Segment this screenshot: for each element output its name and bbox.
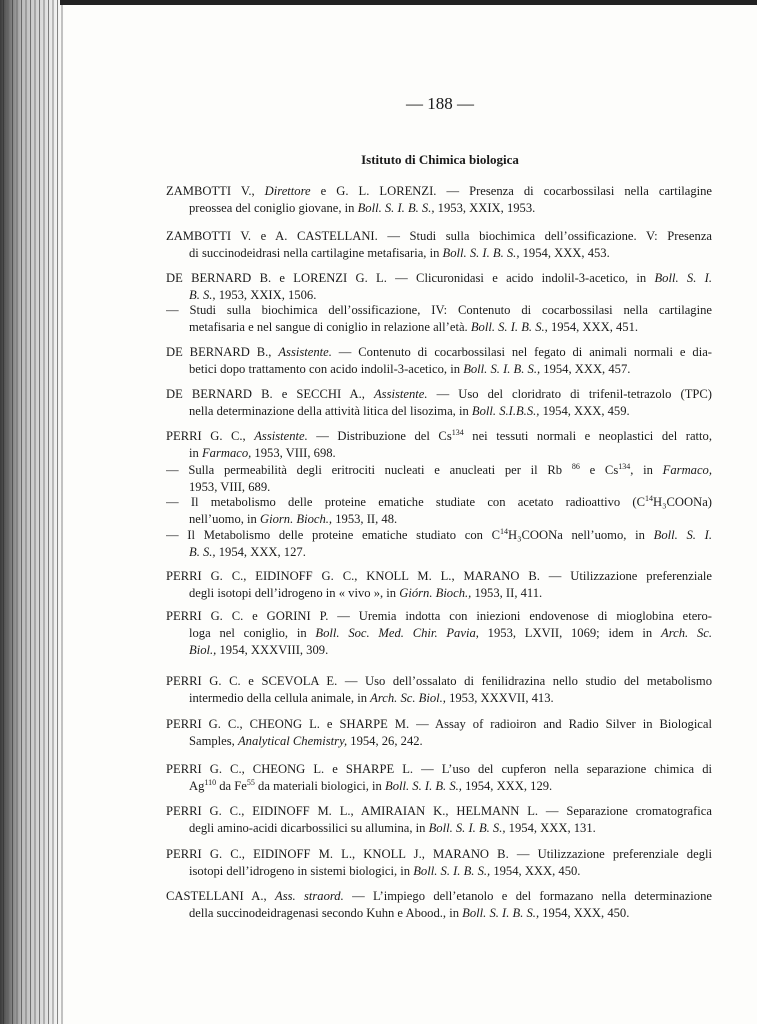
scan-top-edge [60,0,757,5]
superscript: 14 [500,527,509,536]
text: ZAMBOTTI V., [166,184,265,198]
entry-line [166,846,712,863]
entry-line [189,733,712,750]
italic-text: Boll. S. I. [653,528,712,542]
text: PERRI G. C., CHEONG L. e SHARPE M. — Assay of radioiron and Radio Silver in Biological [166,717,712,731]
italic-text: Direttore [264,184,311,198]
bibliography-entry [166,803,712,837]
text: DE BERNARD B. e SECCHI A., [166,387,374,401]
text: — L’impiego dell’etanolo e del formazano nella determinazione [343,889,712,903]
italic-text: Biol., [189,643,217,657]
text: in [189,446,202,460]
text: — Il Metabolismo delle proteine ematiche studiato con C [166,528,501,542]
italic-text: Boll. Soc. Med. Chir. Pavia, [315,626,479,640]
entry-line [166,803,712,820]
entry-line [189,820,712,837]
bibliography-entry [166,386,712,420]
bibliography-entry [166,462,712,496]
text: Samples, [189,734,238,748]
superscript: 134 [618,462,631,471]
text: e G. L. LORENZI. — Presenza di cocarbossilasi nella cartilagine [310,184,712,198]
entry-line [189,245,712,262]
italic-text: Arch. Sc. Biol., [370,691,446,705]
text: 1953, VIII, 689. [189,480,271,494]
text: 1954, XXX, 450. [539,906,630,920]
superscript: 14 [645,494,654,503]
text: 1953, II, 411. [471,586,543,600]
italic-text: Boll. S.I.B.S., [471,404,540,418]
page-number: — 188 — [406,94,474,113]
text: — Uso del cloridrato di trifenil-tetrazolo (TPC) [427,387,712,401]
bibliography-entry [166,344,712,378]
text: 1954, XXXVIII, 309. [216,643,329,657]
bibliography-entry [166,888,712,922]
entry-line [189,200,712,217]
text: DE BERNARD B. e LORENZI G. L. — Clicuronidasi e acido indolil-3-acetico, in [166,271,655,285]
text: nell’uomo, in [189,512,261,526]
text: 1953, LXVII, 1069; idem in [478,626,662,640]
text: 1954, XXX, 127. [215,545,306,559]
entry-line [166,494,712,511]
italic-text: Boll. S. I. B. S., [413,864,491,878]
entry-line [166,270,712,287]
text: da Fe [216,779,247,793]
text: 1953, II, 48. [332,512,398,526]
bibliography-entry [166,716,712,750]
text: CASTELLANI A., [166,889,275,903]
entry-line [166,888,712,905]
text: 1954, XXX, 451. [547,320,639,334]
text: nella determinazione della attività litica del lisozima, in [189,404,472,418]
text: — Distribuzione del Cs [307,429,452,443]
italic-text: Boll. S. I. [654,271,712,285]
superscript: 55 [246,778,255,787]
italic-text: Boll. S. I. B. S., [385,779,462,793]
text: , in [630,463,663,477]
text: PERRI G. C. e SCEVOLA E. — Uso dell’ossalato di fenilidrazina nello studio del metabolismo [166,674,712,688]
entry-line [166,386,712,403]
italic-text: Boll. S. I. B. S., [428,821,506,835]
entry-line [189,544,712,561]
text: — Il metabolismo delle proteine ematiche studiate con acetato radioattivo (C [166,495,646,509]
entry-line [166,344,712,361]
entry-line [189,361,712,378]
italic-text: Boll. S. I. B. S., [442,246,520,260]
text: loga nel coniglio, in [189,626,316,640]
italic-text: B. S., [189,545,216,559]
entry-line [189,403,712,420]
entry-line [189,690,712,707]
italic-text: Ass. straord. [275,889,344,903]
entry-line [166,183,712,200]
entry-line [166,716,712,733]
text: metafisaria e nel sangue di coniglio in relazione all’età. [189,320,471,334]
bibliography-entry [166,183,712,217]
italic-text: Boll. S. I. B. S., [463,362,541,376]
text: 1954, XXX, 131. [505,821,596,835]
text: PERRI G. C., EIDINOFF G. C., KNOLL M. L., MARANO B. — Utilizzazione preferenziale [166,569,712,583]
text: intermedio della cellula animale, in [189,691,371,705]
entry-line [189,585,712,602]
text: H₃COONa) [653,495,712,509]
text: della succinodeidragenasi secondo Kuhn e Abood., in [189,906,463,920]
italic-text: Assistente. [254,429,308,443]
italic-text: Farmaco, [662,463,712,477]
bibliography-entry [166,428,712,462]
entry-line [189,905,712,922]
entry-line [189,511,712,528]
entry-line [189,863,712,880]
entry-line [166,673,712,690]
text: PERRI G. C., [166,429,255,443]
text: 1954, XXX, 459. [539,404,630,418]
entry-line [189,319,712,336]
italic-text: Analytical Chemistry, [237,734,348,748]
entry-line [166,228,712,245]
text: PERRI G. C., CHEONG L. e SHARPE L. — L’uso del cupferon nella separazione chimica di [166,762,712,776]
text: PERRI G. C., EIDINOFF M. L., AMIRAIAN K., HELMANN L. — Separazione cromatografica [166,804,712,818]
text: H₃COONa nell’uomo, in [508,528,654,542]
bibliography-entry [166,228,712,262]
italic-text: Farmaco, [201,446,252,460]
bibliography-entry [166,494,712,528]
text: 1954, XXX, 450. [490,864,581,878]
text: isotopi dell’idrogeno in sistemi biologici, in [189,864,414,878]
entry-line [166,608,712,625]
text: 1954, XXX, 453. [519,246,610,260]
entry-line [189,778,712,795]
bibliography-entry [166,673,712,707]
entry-line [166,462,712,479]
entry-line [166,761,712,778]
entry-line [166,428,712,445]
bibliography-entry [166,527,712,561]
superscript: 86 [571,462,580,471]
text: ZAMBOTTI V. e A. CASTELLANI. — Studi sulla biochimica dell’ossificazione. V: Presenza [166,229,712,243]
text: 1953, XXXVII, 413. [445,691,554,705]
text: degli isotopi dell’idrogeno in « vivo », in [189,586,400,600]
superscript: 110 [204,778,217,787]
text: Ag [189,779,205,793]
text: — Studi sulla biochimica dell’ossificazione, IV: Contenuto di cocarbossilasi nella cartilagine [166,303,712,317]
text: 1954, XXX, 457. [540,362,631,376]
entry-line [189,642,712,659]
text: di succinodeidrasi nella cartilagine metafisaria, in [189,246,443,260]
text: degli amino-acidi dicarbossilici su allumina, in [189,821,429,835]
entry-line [166,568,712,585]
bibliography-entry [166,608,712,659]
bibliography-entry [166,302,712,336]
bibliography-entry [166,761,712,795]
italic-text: Giorn. Bioch., [260,512,333,526]
text: 1953, XXIX, 1953. [434,201,536,215]
italic-text: Assistente. [373,387,428,401]
italic-text: Boll. S. I. B. S., [470,320,548,334]
text: 1953, XXIX, 1506. [215,288,317,302]
entry-line [189,445,712,462]
bibliography-entry [166,270,712,304]
italic-text: Boll. S. I. B. S., [462,906,540,920]
text: DE BERNARD B., [166,345,279,359]
bibliography-entry [166,568,712,602]
text: nei tessuti normali e neoplastici del ratto, [463,429,712,443]
text: — Sulla permeabilità degli eritrociti nucleati e anucleati per il Rb [166,463,572,477]
italic-text: Boll. S. I. B. S., [357,201,435,215]
entry-line [166,302,712,319]
text: 1954, 26, 242. [347,734,423,748]
italic-text: Arch. Sc. [661,626,712,640]
bibliography-entry [166,846,712,880]
text: PERRI G. C. e GORINI P. — Uremia indotta con iniezioni endovenose di mioglobina etero- [166,609,712,623]
text: 1954, XXX, 129. [461,779,553,793]
superscript: 134 [451,428,464,437]
section-heading: Istituto di Chimica biologica [361,152,519,167]
text: betici dopo trattamento con acido indolil-3-acetico, in [189,362,464,376]
italic-text: Assistente. [278,345,332,359]
italic-text: Giórn. Bioch., [399,586,472,600]
text: PERRI G. C., EIDINOFF M. L., KNOLL J., MARANO B. — Utilizzazione preferenziale degli [166,847,712,861]
text: e Cs [579,463,619,477]
entry-line [166,527,712,544]
text: da materiali biologici, in [254,779,385,793]
italic-text: B. S., [189,288,216,302]
entry-line [189,625,712,642]
text: preossea del coniglio giovane, in [189,201,358,215]
text: — Contenuto di cocarbossilasi nel fegato di animali normali e dia- [331,345,712,359]
text: 1953, VIII, 698. [251,446,336,460]
